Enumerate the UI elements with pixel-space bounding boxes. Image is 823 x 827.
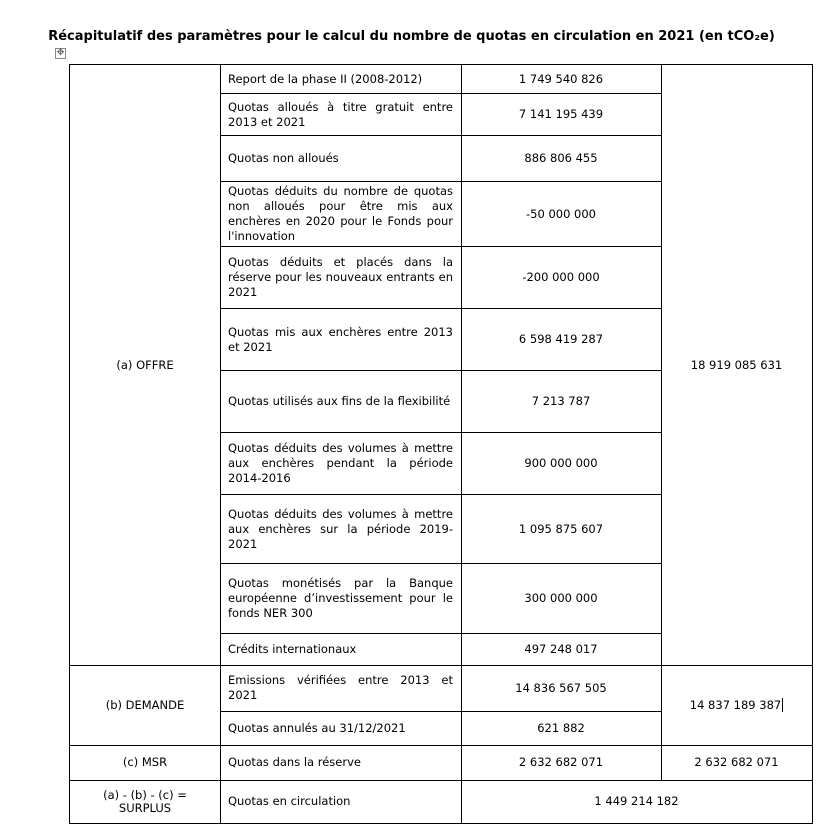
text-cursor <box>782 698 783 712</box>
offre-row-value-text: 6 598 419 287 <box>518 332 604 346</box>
offre-total-text: 18 919 085 631 <box>690 357 783 372</box>
offre-row-desc <box>220 494 462 564</box>
surplus-desc-text: Quotas en circulation <box>228 794 351 808</box>
offre-row-value <box>461 633 662 666</box>
msr-value-text: 2 632 682 071 <box>518 755 604 769</box>
offre-label-text: (a) OFFRE <box>116 357 174 372</box>
table-title: Récapitulatif des paramètres pour le calcul du nombre de quotas en circulation en 2021 (en tCO₂e) <box>48 29 775 44</box>
demande-total <box>661 665 813 746</box>
offre-row-value-text: -200 000 000 <box>522 270 600 284</box>
offre-total <box>661 64 813 666</box>
demande-label <box>69 665 221 746</box>
offre-row-value-text: -50 000 000 <box>526 206 596 221</box>
offre-row-desc <box>220 93 462 136</box>
msr-desc-text: Quotas dans la réserve <box>228 755 361 769</box>
surplus-label-line1: (a) - (b) - (c) = <box>103 787 187 802</box>
demande-row-desc-text: Quotas annulés au 31/12/2021 <box>228 720 406 735</box>
surplus-label <box>69 780 221 824</box>
msr-total-text: 2 632 682 071 <box>694 755 779 769</box>
offre-row-value <box>461 135 662 182</box>
offre-label <box>69 64 221 666</box>
offre-row-desc <box>220 370 462 433</box>
move-arrows-icon[interactable]: ✥ <box>56 48 65 58</box>
offre-row-value-text: 497 248 017 <box>524 642 598 656</box>
offre-row-value <box>461 181 662 247</box>
offre-row-value <box>461 370 662 433</box>
offre-row-desc-text: Quotas utilisés aux fins de la flexibilité <box>228 394 451 408</box>
offre-row-desc <box>220 633 462 666</box>
offre-row-desc-text: Quotas alloués à titre gratuit entre 2013 et 2021 <box>228 99 453 129</box>
msr-total <box>661 745 813 781</box>
demande-row-value <box>461 711 662 746</box>
offre-row-desc-text: Quotas déduits des volumes à mettre aux enchères sur la période 2019-2021 <box>228 506 453 551</box>
surplus-desc <box>220 780 462 824</box>
offre-row-desc <box>220 246 462 309</box>
offre-row-value-text: 1 095 875 607 <box>518 521 604 536</box>
offre-row-value-text: 7 213 787 <box>531 394 591 408</box>
offre-row-desc-text: Quotas déduits du nombre de quotas non alloués pour être mis aux enchères en 2020 pour le Fonds pour l'innovation <box>228 184 453 243</box>
offre-row-desc <box>220 563 462 634</box>
surplus-value-text: 1 449 214 182 <box>594 794 679 808</box>
offre-row-value <box>461 64 662 94</box>
demande-row-value <box>461 665 662 712</box>
msr-desc <box>220 745 462 781</box>
offre-row-value-text: 886 806 455 <box>524 151 598 165</box>
offre-row-desc <box>220 432 462 495</box>
demande-row-desc-text: Emissions vérifiées entre 2013 et 2021 <box>228 673 453 702</box>
msr-label-text: (c) MSR <box>122 755 168 769</box>
demande-label-text: (b) DEMANDE <box>105 697 185 712</box>
offre-row-desc-text: Crédits internationaux <box>228 642 357 656</box>
offre-row-desc <box>220 181 462 247</box>
offre-row-value-text: 7 141 195 439 <box>518 107 604 121</box>
offre-row-value <box>461 432 662 495</box>
demande-row-desc <box>220 711 462 746</box>
surplus-label-line2: SURPLUS <box>118 800 172 815</box>
offre-row-desc-text: Quotas non alloués <box>228 151 339 165</box>
offre-row-desc-text: Quotas monétisés par la Banque européenne d’investissement pour le fonds NER 300 <box>228 576 453 620</box>
offre-row-desc-text: Report de la phase II (2008-2012) <box>228 71 423 86</box>
offre-row-value <box>461 494 662 564</box>
offre-row-desc-text: Quotas déduits et placés dans la réserve pour les nouveaux entrants en 2021 <box>228 255 453 299</box>
offre-row-value-text: 1 749 540 826 <box>518 71 604 86</box>
offre-row-value <box>461 93 662 136</box>
offre-row-desc <box>220 308 462 371</box>
demande-row-value-text: 14 836 567 505 <box>515 680 607 695</box>
demande-row-desc <box>220 665 462 712</box>
demande-row-value-text: 621 882 <box>537 720 585 735</box>
surplus-value <box>461 780 813 824</box>
offre-row-value <box>461 308 662 371</box>
msr-value <box>461 745 662 781</box>
offre-row-value <box>461 246 662 309</box>
msr-label <box>69 745 221 781</box>
demande-total-text: 14 837 189 387 <box>689 697 782 712</box>
offre-row-desc-text: Quotas mis aux enchères entre 2013 et 2021 <box>228 324 453 354</box>
offre-row-desc-text: Quotas déduits des volumes à mettre aux enchères pendant la période 2014-2016 <box>228 441 453 485</box>
offre-row-value-text: 300 000 000 <box>524 591 598 605</box>
offre-row-value <box>461 563 662 634</box>
offre-row-desc <box>220 135 462 182</box>
offre-row-desc <box>220 64 462 94</box>
offre-row-value-text: 900 000 000 <box>524 456 598 470</box>
